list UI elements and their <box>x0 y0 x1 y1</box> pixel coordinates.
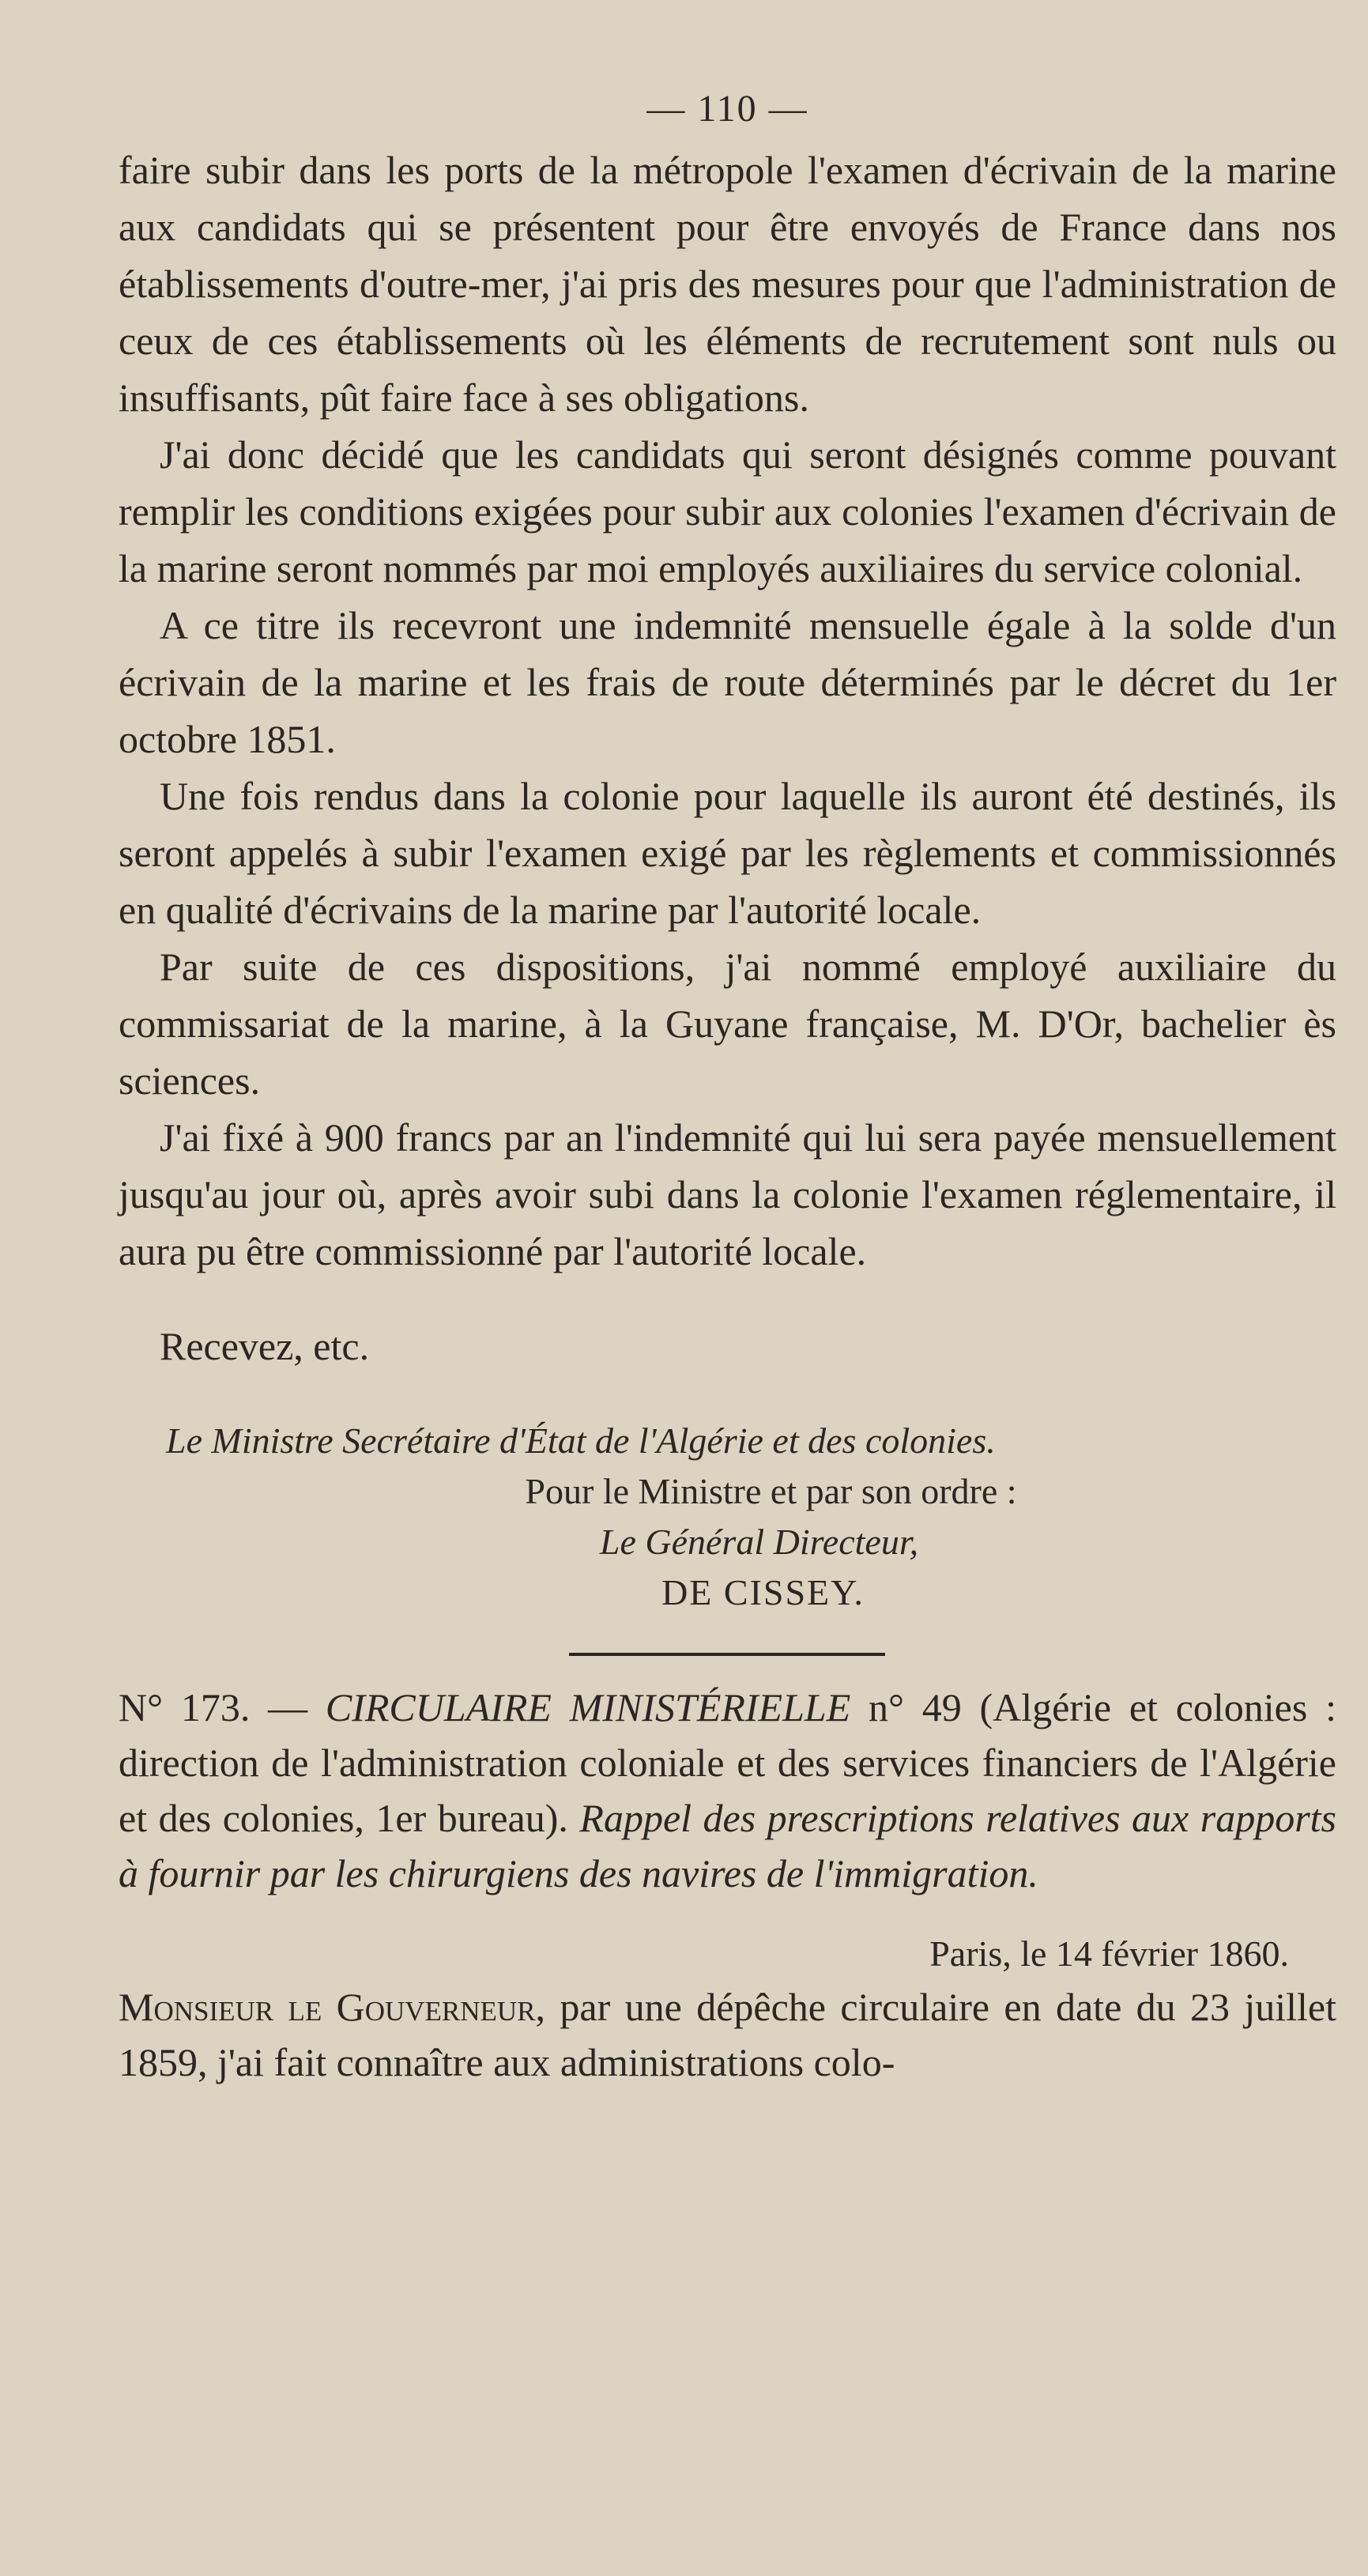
signature-minister: Le Ministre Secrétaire d'État de l'Algérie et des colonies. <box>166 1420 996 1461</box>
date-line: Paris, le 14 février 1860. <box>929 1933 1289 1974</box>
circular-number: N° 173. — <box>119 1685 326 1729</box>
paragraph-final <box>119 1979 1336 2090</box>
letter-body <box>119 141 1336 1280</box>
salutation: Monsieur le Gouverneur, <box>119 1985 546 2029</box>
page-number: — 110 — <box>646 88 808 130</box>
paragraph-appointment: Par suite de ces dispositions, j'ai nommé employé auxiliaire du commissariat de la marine, à la Guyane française, M. D'Or, bachelier ès sciences. <box>119 945 1336 1103</box>
section-divider <box>569 1653 885 1656</box>
paragraph-continuation: faire subir dans les ports de la métropole l'examen d'écrivain de la marine aux candidats qui se présentent pour être envoyés de France dans nos établissements d'outre-mer, j'ai pris des mesures pour que l'administration de ceux de ces établissements où les éléments de recrutement sont nuls ou insuffisants, pût faire face à ses obligations. <box>119 148 1336 420</box>
signature-name: DE CISSEY. <box>661 1572 865 1612</box>
closing-formula: Recevez, etc. <box>160 1324 370 1368</box>
circular-title: CIRCULAIRE MINISTÉRIELLE <box>325 1685 851 1729</box>
circular-details: n° 49 (Algérie et colonies : direction de l'administration coloniale et des services financiers de l'Algérie et des colonies, 1er bureau). <box>119 1685 1336 1840</box>
signature-general-title: Le Général Directeur, <box>599 1522 919 1562</box>
paragraph-indemnity: A ce titre ils recevront une indemnité mensuelle égale à la solde d'un écrivain de la marine et les frais de route déterminés par le décret du 1er octobre 1851. <box>119 603 1336 761</box>
circular-heading <box>119 1680 1336 1901</box>
signature-on-behalf: Pour le Ministre et par son ordre : <box>525 1471 1017 1511</box>
paragraph-salary: J'ai fixé à 900 francs par an l'indemnité qui lui sera payée mensuellement jusqu'au jour où, après avoir subi dans la colonie l'examen réglementaire, il aura pu être commissionné par l'autorité locale. <box>119 1115 1336 1273</box>
circular-object: Rappel des prescriptions relatives aux rapports à fournir par les chirurgiens des navires de l'immigration. <box>119 1796 1336 1895</box>
paragraph-examination: Une fois rendus dans la colonie pour laquelle ils auront été destinés, ils seront appelés à subir l'examen exigé par les règlements et commissionnés en qualité d'écrivains de la marine par l'autorité locale. <box>119 774 1336 932</box>
final-text: par une dépêche circulaire en date du 23 juillet 1859, j'ai fait connaître aux administrations colo- <box>119 1985 1337 2084</box>
signature-block <box>119 1416 1336 1618</box>
paragraph-decision: J'ai donc décidé que les candidats qui seront désignés comme pouvant remplir les conditions exigées pour subir aux colonies l'examen d'écrivain de la marine seront nommés par moi employés auxiliaires du service colonial. <box>119 432 1336 590</box>
